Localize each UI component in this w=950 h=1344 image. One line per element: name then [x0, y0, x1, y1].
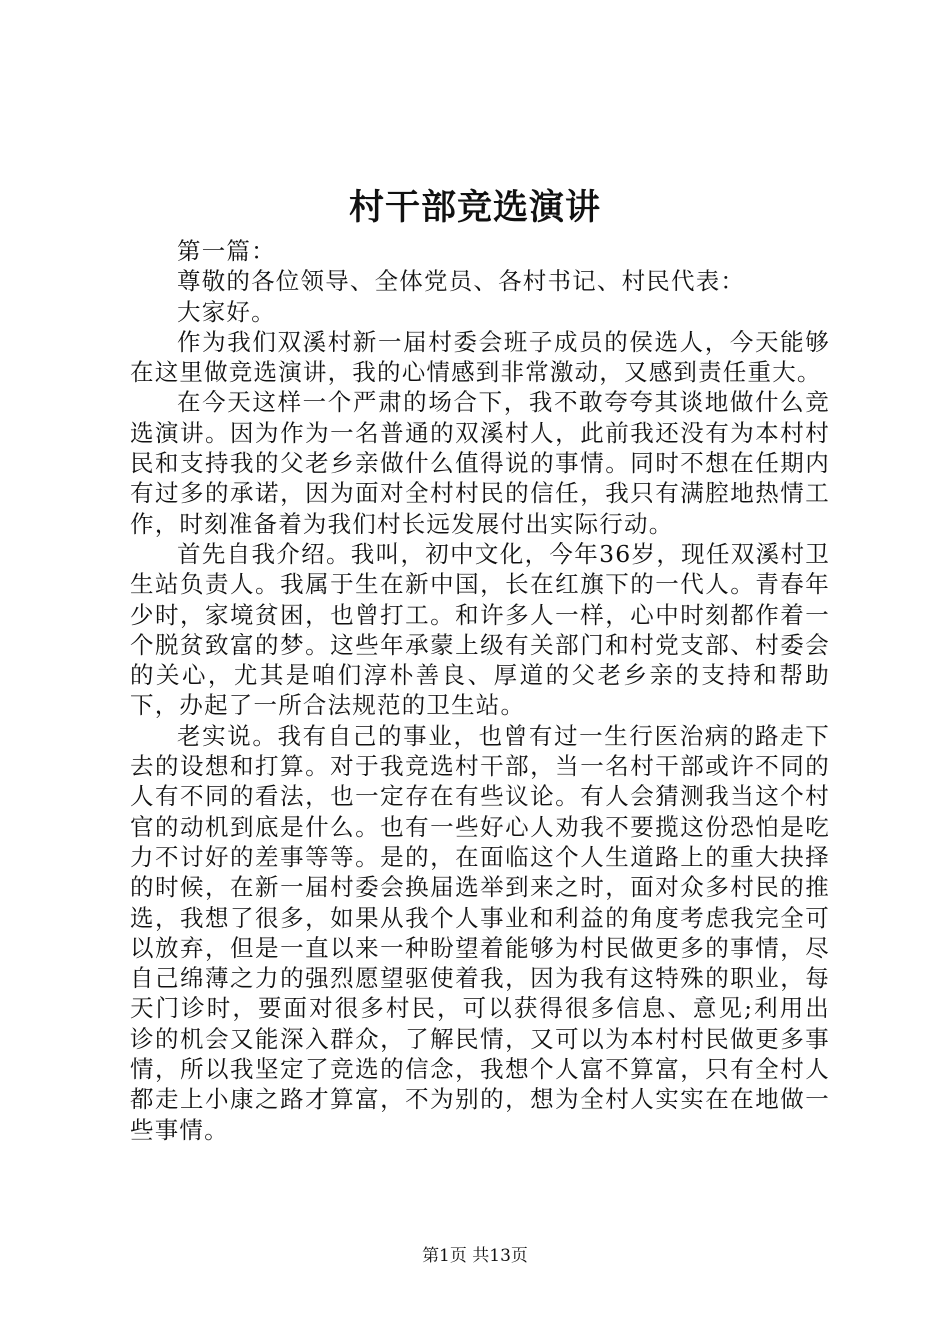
paragraph-salutation: 尊敬的各位领导、全体党员、各村书记、村民代表： [177, 267, 746, 296]
paragraph-intro: 作为我们双溪村新一届村委会班子成员的侯选人，今天能够在这里做竞选演讲，我的心情感到非常激动，又感到责任重大。 [130, 327, 830, 387]
document-body [130, 236, 830, 1145]
paragraph-self-introduction: 首先自我介绍。我叫，初中文化，今年36岁，现任双溪村卫生站负责人。我属于生在新中国，长在红旗下的一代人。青春年少时，家境贫困，也曾打工。和许多人一样，心中时刻都作着一个脱贫致富的梦。这些年承蒙上级有关部门和村党支部、村委会的关心，尤其是咱们淳朴善良、厚道的父老乡亲的支持和帮助下，办起了一所合法规范的卫生站。 [130, 539, 830, 720]
paragraph-motivation: 老实说。我有自己的事业，也曾有过一生行医治病的路走下去的设想和打算。对于我竞选村干部，当一名村干部或许不同的人有不同的看法，也一定存在有些议论。有人会猜测我当这个村官的动机到底是什么。也有一些好心人劝我不要揽这份恐怕是吃力不讨好的差事等等。是的，在面临这个人生道路上的重大抉择的时候，在新一届村委会换届选举到来之时，面对众多村民的推选，我想了很多，如果从我个人事业和利益的角度考虑我完全可以放弃，但是一直以来一种盼望着能够为村民做更多的事情，尽自己绵薄之力的强烈愿望驱使着我，因为我有这特殊的职业，每天门诊时，要面对很多村民，可以获得很多信息、意见;利用出诊的机会又能深入群众，了解民情，又可以为本村村民做更多事情，所以我坚定了竞选的信念，我想个人富不算富，只有全村人都走上小康之路才算富，不为别的，想为全村人实实在在地做一些事情。 [130, 721, 830, 1144]
paragraph-greeting: 大家好。 [177, 297, 276, 326]
page-title: 村干部竞选演讲 [348, 187, 601, 228]
page-number-footer: 第1页 共13页 [422, 1246, 528, 1266]
paragraph-occasion: 在今天这样一个严肃的场合下，我不敢夸夸其谈地做什么竞选演讲。因为作为一名普通的双溪村人，此前我还没有为本村村民和支持我的父老乡亲做什么值得说的事情。同时不想在任期内有过多的承诺，因为面对全村村民的信任，我只有满腔地热情工作，时刻准备着为我们村长远发展付出实际行动。 [130, 388, 830, 538]
paragraph-section-heading: 第一篇： [177, 237, 276, 265]
